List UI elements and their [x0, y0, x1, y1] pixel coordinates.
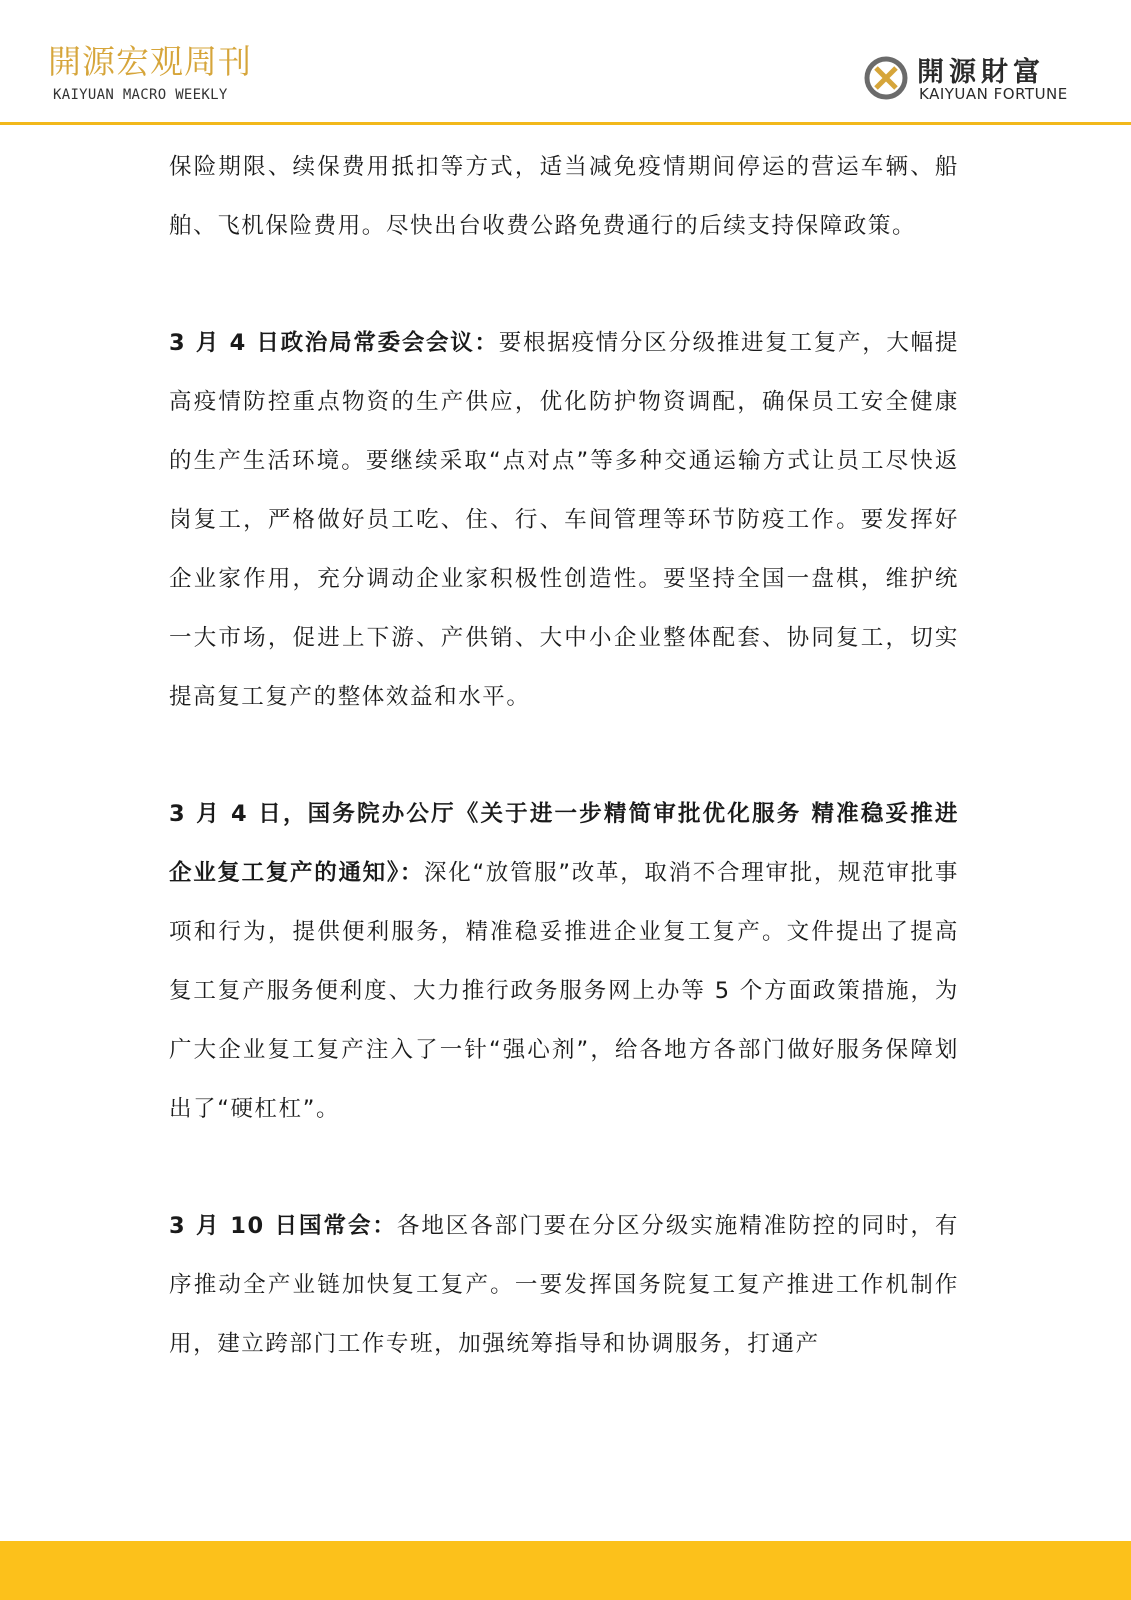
footer-bar	[0, 1541, 1131, 1600]
paragraph-lead: 3 月 4 日政治局常委会会议：	[169, 330, 499, 356]
company-logo	[862, 50, 1072, 106]
paragraph-lead: 3 月 10 日国常会：	[169, 1213, 397, 1239]
paragraph-text: 保险期限、续保费用抵扣等方式，适当减免疫情期间停运的营运车辆、船舶、飞机保险费用。尽快出台收费公路免费通行的后续支持保障政策。	[169, 154, 959, 239]
logo-text-en: KAIYUAN FORTUNE	[919, 85, 1068, 103]
page-header	[0, 0, 1131, 124]
paragraph-lead: 3 月 4 日，国务院办公厅《关于进一步精简审批优化服务 精准稳妥推进企业复工复产的通知》：	[169, 801, 959, 886]
kaiyuan-logo-icon	[862, 54, 910, 102]
publication-subtitle: KAIYUAN MACRO WEEKLY	[53, 87, 228, 103]
paragraph-executive-meeting	[169, 1197, 959, 1374]
publication-title: 開源宏观周刊	[48, 42, 252, 81]
header-divider	[0, 122, 1131, 125]
article-body	[169, 138, 959, 1374]
paragraph-politburo-meeting	[169, 314, 959, 727]
logo-text-cn: 開源財富	[917, 57, 1045, 88]
paragraph-continuation	[169, 138, 959, 256]
paragraph-text: 深化“放管服”改革，取消不合理审批，规范审批事项和行为，提供便利服务，精准稳妥推进企业复工复产。文件提出了提高复工复产服务便利度、大力推行政务服务网上办等 5 个方面政策措施，为广大企业复工复产注入了一针“强心剂”，给各地方各部门做好服务保障划出了“硬杠杠”。	[169, 860, 959, 1122]
paragraph-text: 要根据疫情分区分级推进复工复产，大幅提高疫情防控重点物资的生产供应，优化防护物资调配，确保员工安全健康的生产生活环境。要继续采取“点对点”等多种交通运输方式让员工尽快返岗复工，严格做好员工吃、住、行、车间管理等环节防疫工作。要发挥好企业家作用，充分调动企业家积极性创造性。要坚持全国一盘棋，维护统一大市场，促进上下游、产供销、大中小企业整体配套、协同复工，切实提高复工复产的整体效益和水平。	[169, 330, 959, 710]
paragraph-state-council-notice	[169, 785, 959, 1139]
paragraph-text: 各地区各部门要在分区分级实施精准防控的同时，有序推动全产业链加快复工复产。一要发挥国务院复工复产推进工作机制作用，建立跨部门工作专班，加强统筹指导和协调服务，打通产	[169, 1213, 959, 1357]
